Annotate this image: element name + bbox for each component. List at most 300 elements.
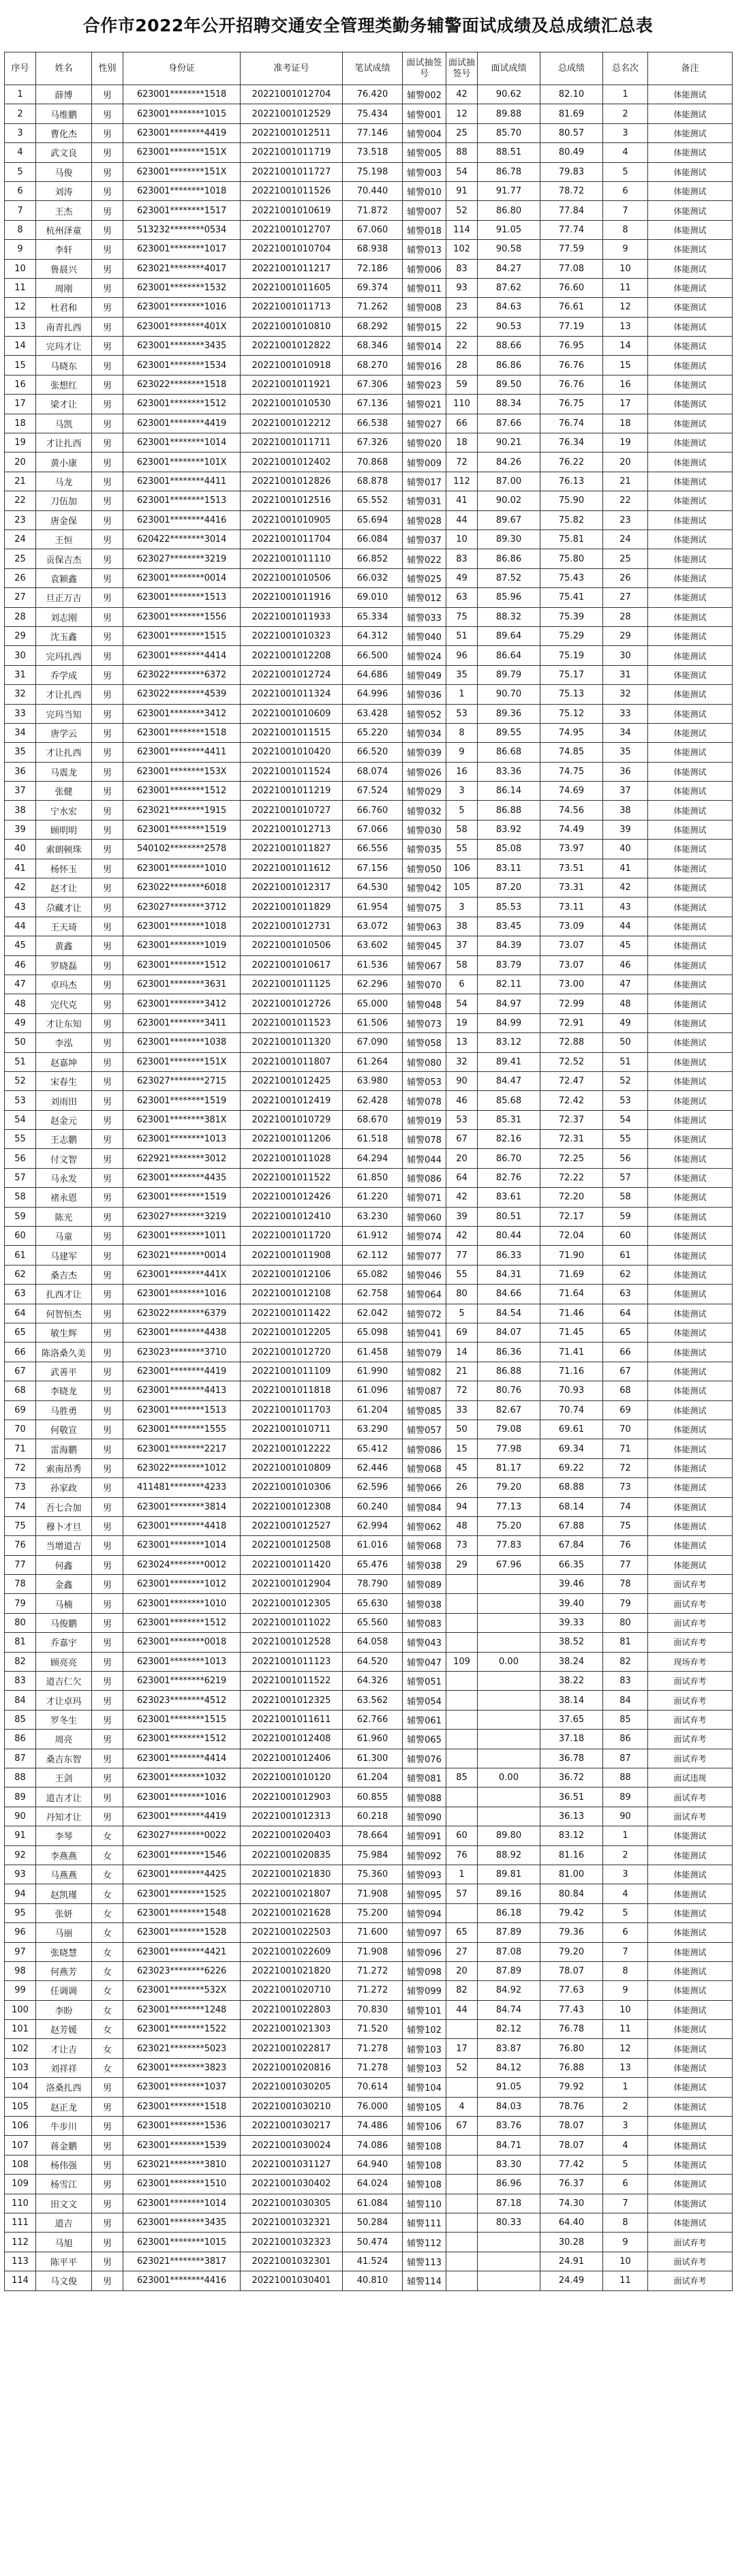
cell-seq: 103 — [5, 2058, 36, 2077]
cell-ticket: 20221001021830 — [241, 1865, 343, 1884]
cell-lot-number: 55 — [446, 1265, 478, 1284]
cell-name: 马永发 — [36, 1168, 92, 1187]
cell-rank: 1 — [603, 85, 648, 104]
cell-gender: 男 — [92, 975, 123, 994]
cell-interview-score: 87.20 — [478, 878, 540, 898]
cell-name: 黄小康 — [36, 453, 92, 472]
cell-lot-number: 20 — [446, 1149, 478, 1168]
cell-name: 何智恒杰 — [36, 1304, 92, 1323]
cell-interview-score — [478, 1672, 540, 1691]
cell-seq: 34 — [5, 723, 36, 742]
cell-name: 陈平平 — [36, 2252, 92, 2271]
cell-lot-number — [446, 1672, 478, 1691]
table-row — [5, 433, 733, 453]
cell-lot-group: 辅警097 — [403, 1923, 446, 1942]
cell-seq: 101 — [5, 2020, 36, 2039]
cell-interview-score: 90.53 — [478, 317, 540, 336]
cell-note: 体能测试 — [648, 143, 733, 162]
cell-note: 体能测试 — [648, 1981, 733, 2000]
cell-id: 623001********151X — [123, 162, 241, 181]
cell-id: 623001********1512 — [123, 395, 241, 414]
cell-rank: 68 — [603, 1381, 648, 1400]
table-row — [5, 1710, 733, 1729]
cell-total-score: 75.90 — [540, 491, 603, 510]
cell-id: 623022********6379 — [123, 1304, 241, 1323]
cell-id: 623001********1037 — [123, 2078, 241, 2097]
cell-interview-score: 89.64 — [478, 626, 540, 645]
cell-name: 吾七合加 — [36, 1497, 92, 1516]
cell-interview-score: 83.92 — [478, 820, 540, 839]
cell-lot-number: 19 — [446, 1013, 478, 1032]
cell-total-score: 74.75 — [540, 762, 603, 781]
cell-lot-number: 76 — [446, 1845, 478, 1865]
cell-id: 623021********1915 — [123, 801, 241, 820]
cell-ticket: 20221001032323 — [241, 2233, 343, 2252]
cell-name: 杨伟强 — [36, 2155, 92, 2174]
table-row — [5, 2194, 733, 2213]
cell-note: 体能测试 — [648, 337, 733, 356]
cell-total-score: 72.42 — [540, 1091, 603, 1110]
cell-lot-group: 辅警090 — [403, 1807, 446, 1826]
cell-id: 623001********1510 — [123, 2175, 241, 2194]
cell-note: 体能测试 — [648, 2155, 733, 2174]
cell-total-score: 72.37 — [540, 1110, 603, 1129]
cell-lot-group: 辅警014 — [403, 337, 446, 356]
cell-interview-score: 89.36 — [478, 704, 540, 723]
table-row — [5, 1981, 733, 2000]
cell-ticket: 20221001022803 — [241, 2000, 343, 2019]
cell-gender: 男 — [92, 898, 123, 917]
table-row — [5, 1381, 733, 1400]
cell-lot-group: 辅警016 — [403, 356, 446, 375]
cell-gender: 男 — [92, 626, 123, 645]
cell-written-score: 75.360 — [343, 1865, 403, 1884]
cell-total-score: 71.46 — [540, 1304, 603, 1323]
cell-interview-score: 90.58 — [478, 240, 540, 259]
cell-rank: 55 — [603, 1130, 648, 1149]
cell-total-score: 68.14 — [540, 1497, 603, 1516]
cell-ticket: 20221001012222 — [241, 1439, 343, 1458]
cell-name: 完玛才让 — [36, 337, 92, 356]
cell-note: 现场弃考 — [648, 1652, 733, 1671]
cell-lot-number: 96 — [446, 646, 478, 665]
cell-rank: 22 — [603, 491, 648, 510]
cell-ticket: 20221001012208 — [241, 646, 343, 665]
cell-name: 沈玉鑫 — [36, 626, 92, 645]
cell-note: 体能测试 — [648, 1942, 733, 1961]
cell-id: 623027********3712 — [123, 898, 241, 917]
cell-lot-number: 54 — [446, 162, 478, 181]
cell-ticket: 20221001030210 — [241, 2097, 343, 2116]
cell-total-score: 67.88 — [540, 1516, 603, 1535]
cell-lot-group: 辅警045 — [403, 936, 446, 955]
cell-note: 体能测试 — [648, 646, 733, 665]
cell-written-score: 65.630 — [343, 1594, 403, 1613]
cell-gender: 男 — [92, 1749, 123, 1768]
cell-lot-group: 辅警051 — [403, 1672, 446, 1691]
cell-name: 道吉仁欠 — [36, 1672, 92, 1691]
cell-total-score: 78.72 — [540, 181, 603, 200]
cell-lot-number: 58 — [446, 955, 478, 975]
cell-name: 王天琦 — [36, 917, 92, 936]
cell-lot-number — [446, 2252, 478, 2271]
cell-written-score: 73.518 — [343, 143, 403, 162]
cell-name: 才让扎西 — [36, 433, 92, 453]
cell-seq: 41 — [5, 859, 36, 878]
cell-interview-score: 83.45 — [478, 917, 540, 936]
cell-name: 武文良 — [36, 143, 92, 162]
cell-lot-number: 25 — [446, 123, 478, 142]
cell-rank: 33 — [603, 704, 648, 723]
cell-lot-group: 辅警022 — [403, 549, 446, 568]
cell-id: 411481********4233 — [123, 1478, 241, 1497]
cell-rank: 5 — [603, 162, 648, 181]
cell-id: 623001********4419 — [123, 1807, 241, 1826]
cell-total-score: 72.47 — [540, 1071, 603, 1090]
table-row — [5, 607, 733, 626]
cell-lot-number — [446, 1903, 478, 1922]
cell-name: 马旭 — [36, 2233, 92, 2252]
cell-name: 刘志刚 — [36, 607, 92, 626]
cell-total-score: 71.69 — [540, 1265, 603, 1284]
table-row — [5, 1516, 733, 1535]
cell-lot-group: 辅警031 — [403, 491, 446, 510]
cell-lot-number: 44 — [446, 510, 478, 530]
table-row — [5, 2271, 733, 2290]
cell-id: 623001********1555 — [123, 1420, 241, 1439]
cell-interview-score: 86.86 — [478, 356, 540, 375]
cell-total-score: 75.12 — [540, 704, 603, 723]
cell-seq: 12 — [5, 298, 36, 317]
cell-interview-score: 0.00 — [478, 1652, 540, 1671]
cell-rank: 10 — [603, 259, 648, 278]
cell-lot-number: 12 — [446, 104, 478, 123]
cell-id: 623001********151X — [123, 1052, 241, 1071]
cell-lot-group: 辅警046 — [403, 1265, 446, 1284]
cell-gender: 男 — [92, 840, 123, 859]
cell-gender: 男 — [92, 162, 123, 181]
cell-note: 体能测试 — [648, 1923, 733, 1942]
cell-id: 623001********1513 — [123, 491, 241, 510]
cell-written-score: 61.220 — [343, 1188, 403, 1207]
cell-seq: 2 — [5, 104, 36, 123]
cell-seq: 114 — [5, 2271, 36, 2290]
cell-gender: 男 — [92, 337, 123, 356]
table-row — [5, 2175, 733, 2194]
cell-note: 体能测试 — [648, 1961, 733, 1980]
cell-lot-number: 75 — [446, 607, 478, 626]
cell-lot-number: 27 — [446, 1942, 478, 1961]
cell-written-score: 67.066 — [343, 820, 403, 839]
cell-id: 623001********1019 — [123, 936, 241, 955]
cell-ticket: 20221001021303 — [241, 2020, 343, 2039]
cell-note: 体能测试 — [648, 1168, 733, 1187]
cell-note: 体能测试 — [648, 2097, 733, 2116]
cell-total-score: 36.51 — [540, 1788, 603, 1807]
cell-interview-score: 89.50 — [478, 375, 540, 394]
cell-ticket: 20221001012826 — [241, 472, 343, 491]
cell-written-score: 65.476 — [343, 1555, 403, 1574]
cell-interview-score: 90.62 — [478, 85, 540, 104]
header-rank: 总名次 — [603, 52, 648, 85]
cell-id: 623001********4411 — [123, 743, 241, 762]
cell-interview-score: 86.96 — [478, 2175, 540, 2194]
cell-ticket: 20221001010530 — [241, 395, 343, 414]
cell-rank: 41 — [603, 859, 648, 878]
table-row — [5, 723, 733, 742]
cell-id: 623001********1010 — [123, 1594, 241, 1613]
cell-rank: 83 — [603, 1672, 648, 1691]
cell-interview-score: 77.83 — [478, 1536, 540, 1555]
cell-interview-score: 87.89 — [478, 1923, 540, 1942]
cell-id: 623001********4413 — [123, 1381, 241, 1400]
cell-seq: 105 — [5, 2097, 36, 2116]
cell-name: 唐金保 — [36, 510, 92, 530]
cell-lot-group: 辅警023 — [403, 375, 446, 394]
cell-interview-score: 85.08 — [478, 840, 540, 859]
table-row — [5, 414, 733, 433]
cell-id: 623001********1519 — [123, 1188, 241, 1207]
cell-ticket: 20221001011125 — [241, 975, 343, 994]
cell-gender: 男 — [92, 1497, 123, 1516]
cell-written-score: 66.084 — [343, 530, 403, 549]
cell-name: 何鑫 — [36, 1555, 92, 1574]
cell-lot-number: 18 — [446, 433, 478, 453]
cell-lot-number: 63 — [446, 588, 478, 607]
cell-interview-score: 84.71 — [478, 2136, 540, 2155]
cell-ticket: 20221001012402 — [241, 453, 343, 472]
cell-lot-number: 28 — [446, 356, 478, 375]
cell-lot-group: 辅警112 — [403, 2233, 446, 2252]
cell-interview-score: 89.88 — [478, 104, 540, 123]
cell-rank: 54 — [603, 1110, 648, 1129]
cell-seq: 87 — [5, 1749, 36, 1768]
cell-ticket: 20221001030401 — [241, 2271, 343, 2290]
cell-written-score: 63.428 — [343, 704, 403, 723]
cell-written-score: 61.016 — [343, 1536, 403, 1555]
cell-lot-number — [446, 1594, 478, 1613]
cell-total-score: 71.64 — [540, 1285, 603, 1304]
table-row — [5, 143, 733, 162]
cell-name: 赵芳媛 — [36, 2020, 92, 2039]
cell-written-score: 66.032 — [343, 568, 403, 587]
cell-total-score: 38.52 — [540, 1633, 603, 1652]
cell-note: 体能测试 — [648, 1439, 733, 1458]
cell-seq: 72 — [5, 1458, 36, 1477]
cell-ticket: 20221001022609 — [241, 1942, 343, 1961]
cell-rank: 46 — [603, 955, 648, 975]
cell-total-score: 72.91 — [540, 1013, 603, 1032]
cell-gender: 女 — [92, 2020, 123, 2039]
cell-written-score: 77.146 — [343, 123, 403, 142]
cell-note: 体能测试 — [648, 665, 733, 684]
cell-total-score: 71.41 — [540, 1343, 603, 1362]
table-row — [5, 878, 733, 898]
cell-written-score: 71.262 — [343, 298, 403, 317]
cell-lot-group: 辅警067 — [403, 955, 446, 975]
cell-total-score: 66.35 — [540, 1555, 603, 1574]
cell-interview-score: 86.86 — [478, 549, 540, 568]
cell-lot-group: 辅警029 — [403, 782, 446, 801]
cell-ticket: 20221001010619 — [241, 201, 343, 220]
cell-id: 623001********1517 — [123, 201, 241, 220]
cell-ticket: 20221001011206 — [241, 1130, 343, 1149]
cell-gender: 男 — [92, 782, 123, 801]
cell-total-score: 77.63 — [540, 1981, 603, 2000]
cell-lot-number: 49 — [446, 568, 478, 587]
table-row — [5, 395, 733, 414]
cell-written-score: 75.200 — [343, 1903, 403, 1922]
cell-total-score: 74.56 — [540, 801, 603, 820]
cell-lot-number: 17 — [446, 2039, 478, 2058]
cell-total-score: 67.84 — [540, 1536, 603, 1555]
cell-total-score: 70.74 — [540, 1400, 603, 1420]
cell-gender: 男 — [92, 181, 123, 200]
cell-seq: 107 — [5, 2136, 36, 2155]
cell-ticket: 20221001011320 — [241, 1033, 343, 1052]
cell-gender: 男 — [92, 143, 123, 162]
cell-lot-number: 14 — [446, 1343, 478, 1362]
cell-written-score: 50.284 — [343, 2213, 403, 2232]
cell-lot-number: 114 — [446, 220, 478, 239]
cell-id: 513232********0534 — [123, 220, 241, 239]
cell-gender: 男 — [92, 1710, 123, 1729]
cell-note: 体能测试 — [648, 2194, 733, 2213]
cell-lot-number — [446, 1633, 478, 1652]
cell-rank: 20 — [603, 453, 648, 472]
cell-written-score: 64.996 — [343, 685, 403, 704]
cell-seq: 108 — [5, 2155, 36, 2174]
cell-ticket: 20221001020835 — [241, 1845, 343, 1865]
cell-lot-number — [446, 1807, 478, 1826]
cell-interview-score — [478, 2233, 540, 2252]
cell-written-score: 40.810 — [343, 2271, 403, 2290]
cell-ticket: 20221001020816 — [241, 2058, 343, 2077]
cell-lot-number — [446, 2194, 478, 2213]
cell-seq: 46 — [5, 955, 36, 975]
cell-lot-group: 辅警085 — [403, 1400, 446, 1420]
cell-seq: 104 — [5, 2078, 36, 2097]
cell-lot-group: 辅警015 — [403, 317, 446, 336]
cell-gender: 男 — [92, 723, 123, 742]
cell-id: 623024********0012 — [123, 1555, 241, 1574]
cell-seq: 77 — [5, 1555, 36, 1574]
cell-lot-number: 22 — [446, 317, 478, 336]
table-row — [5, 1884, 733, 1903]
cell-interview-score — [478, 1613, 540, 1632]
cell-id: 623001********0014 — [123, 568, 241, 587]
cell-name: 梁才让 — [36, 395, 92, 414]
cell-ticket: 20221001011523 — [241, 1013, 343, 1032]
cell-ticket: 20221001012707 — [241, 220, 343, 239]
cell-interview-score: 83.12 — [478, 1033, 540, 1052]
cell-interview-score: 89.81 — [478, 1865, 540, 1884]
cell-lot-group: 辅警039 — [403, 743, 446, 762]
cell-written-score: 68.346 — [343, 337, 403, 356]
cell-total-score: 76.61 — [540, 298, 603, 317]
cell-written-score: 68.292 — [343, 317, 403, 336]
cell-total-score: 36.72 — [540, 1768, 603, 1787]
table-row — [5, 1265, 733, 1284]
cell-name: 才让扎西 — [36, 685, 92, 704]
cell-lot-group: 辅警077 — [403, 1246, 446, 1265]
cell-lot-group: 辅警017 — [403, 472, 446, 491]
cell-gender: 男 — [92, 530, 123, 549]
table-row — [5, 859, 733, 878]
cell-rank: 10 — [603, 2252, 648, 2271]
cell-ticket: 20221001030024 — [241, 2136, 343, 2155]
cell-note: 体能测试 — [648, 1246, 733, 1265]
cell-total-score: 68.88 — [540, 1478, 603, 1497]
cell-name: 杭州泽童 — [36, 220, 92, 239]
cell-gender: 男 — [92, 220, 123, 239]
cell-interview-score: 86.18 — [478, 1903, 540, 1922]
cell-seq: 44 — [5, 917, 36, 936]
cell-lot-group: 辅警033 — [403, 607, 446, 626]
cell-rank: 14 — [603, 337, 648, 356]
cell-gender: 男 — [92, 1130, 123, 1149]
cell-name: 乔嘉宇 — [36, 1633, 92, 1652]
cell-seq: 1 — [5, 85, 36, 104]
cell-seq: 11 — [5, 278, 36, 297]
cell-lot-group: 辅警088 — [403, 1788, 446, 1807]
table-row — [5, 588, 733, 607]
cell-note: 体能测试 — [648, 782, 733, 801]
cell-rank: 42 — [603, 878, 648, 898]
cell-ticket: 20221001012516 — [241, 491, 343, 510]
cell-name: 索朗顿珠 — [36, 840, 92, 859]
cell-rank: 88 — [603, 1768, 648, 1787]
cell-id: 623022********6018 — [123, 878, 241, 898]
cell-written-score: 76.420 — [343, 85, 403, 104]
cell-interview-score: 88.32 — [478, 607, 540, 626]
table-row — [5, 1807, 733, 1826]
cell-rank: 30 — [603, 646, 648, 665]
cell-id: 623023********6226 — [123, 1961, 241, 1980]
cell-note: 面试弃考 — [648, 1613, 733, 1632]
cell-ticket: 20221001010711 — [241, 1420, 343, 1439]
cell-interview-score: 84.39 — [478, 936, 540, 955]
cell-seq: 113 — [5, 2252, 36, 2271]
cell-lot-group: 辅警106 — [403, 2117, 446, 2136]
cell-lot-group: 辅警057 — [403, 1420, 446, 1439]
cell-written-score: 71.600 — [343, 1923, 403, 1942]
cell-written-score: 74.086 — [343, 2136, 403, 2155]
cell-id: 623022********1518 — [123, 375, 241, 394]
cell-lot-group: 辅警018 — [403, 220, 446, 239]
cell-id: 623027********2715 — [123, 1071, 241, 1090]
cell-lot-group: 辅警101 — [403, 2000, 446, 2019]
cell-lot-number: 16 — [446, 762, 478, 781]
cell-lot-number: 93 — [446, 278, 478, 297]
cell-seq: 51 — [5, 1052, 36, 1071]
cell-interview-score: 84.12 — [478, 2058, 540, 2077]
cell-rank: 7 — [603, 1942, 648, 1961]
cell-total-score: 73.97 — [540, 840, 603, 859]
cell-name: 雷海鹏 — [36, 1439, 92, 1458]
cell-written-score: 69.010 — [343, 588, 403, 607]
cell-note: 体能测试 — [648, 1362, 733, 1381]
cell-interview-score — [478, 1691, 540, 1710]
cell-written-score: 67.136 — [343, 395, 403, 414]
cell-note: 体能测试 — [648, 1304, 733, 1323]
cell-note: 体能测试 — [648, 1343, 733, 1362]
cell-note: 体能测试 — [648, 1188, 733, 1207]
cell-id: 623001********1012 — [123, 1575, 241, 1594]
cell-lot-number: 85 — [446, 1768, 478, 1787]
cell-rank: 89 — [603, 1788, 648, 1807]
cell-total-score: 76.88 — [540, 2058, 603, 2077]
